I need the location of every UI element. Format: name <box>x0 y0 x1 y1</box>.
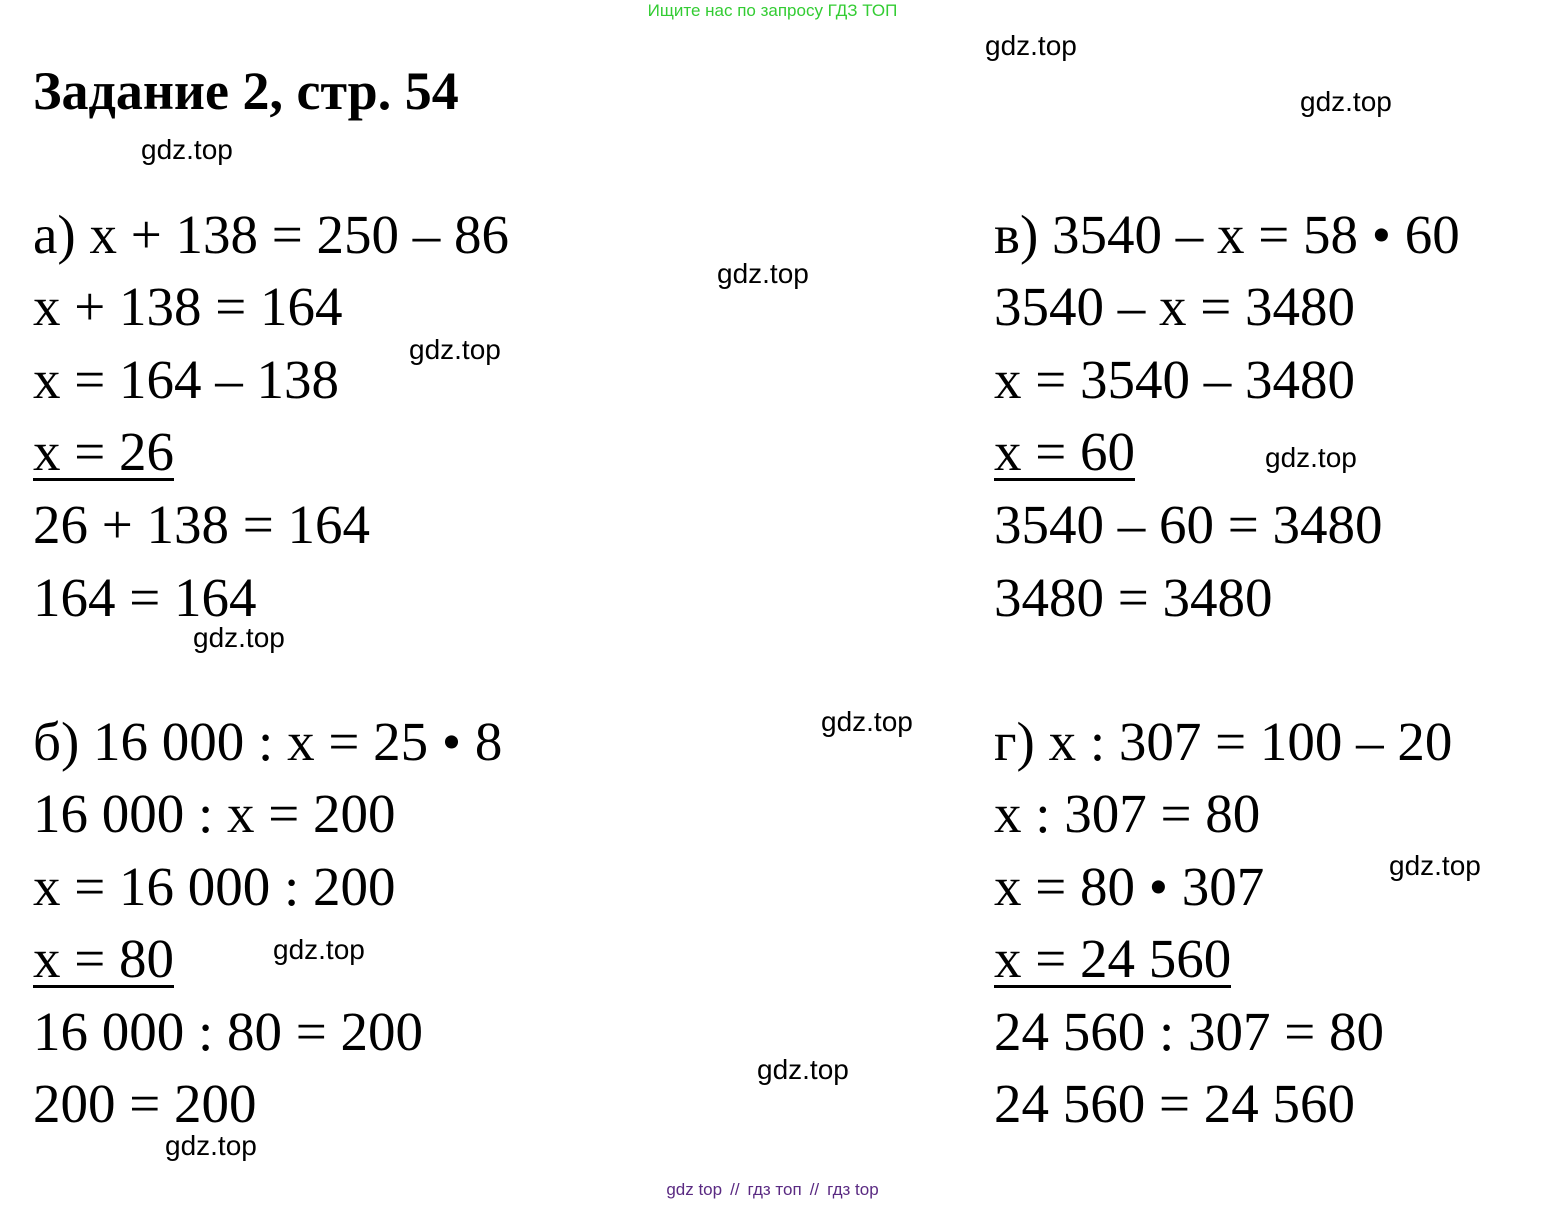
check-line: 200 = 200 <box>33 1073 257 1134</box>
equation-line: x + 138 = 164 <box>33 276 343 337</box>
equation-line: а) x + 138 = 250 – 86 <box>33 204 510 265</box>
check-line: 24 560 : 307 = 80 <box>994 1001 1385 1062</box>
equation-line: x : 307 = 80 <box>994 783 1261 844</box>
equation-line: x = 164 – 138 <box>33 349 340 410</box>
watermark: gdz.top <box>717 258 809 289</box>
equation-line: 3540 – x = 3480 <box>994 276 1356 337</box>
footer-link[interactable]: gdz top <box>666 1180 723 1199</box>
check-line: 3540 – 60 = 3480 <box>994 494 1383 555</box>
equation-line: б) 16 000 : x = 25 • 8 <box>33 711 503 772</box>
watermark: gdz.top <box>273 934 365 965</box>
watermark: gdz.top <box>193 622 285 653</box>
check-line: 164 = 164 <box>33 567 257 628</box>
check-line: 24 560 = 24 560 <box>994 1073 1356 1134</box>
footer <box>0 1179 1545 1201</box>
watermark: gdz.top <box>141 134 233 165</box>
equation-line: x = 16 000 : 200 <box>33 856 396 917</box>
answer-line: x = 60 <box>994 421 1136 482</box>
watermark: gdz.top <box>165 1130 257 1161</box>
footer-separator: // <box>730 1180 740 1199</box>
equation-line: в) 3540 – x = 58 • 60 <box>994 204 1460 265</box>
footer-link[interactable]: гдз топ <box>747 1180 802 1199</box>
equation-line: x = 80 • 307 <box>994 856 1265 917</box>
watermark: gdz.top <box>1300 86 1392 117</box>
watermark: gdz.top <box>409 334 501 365</box>
equation-line: x = 3540 – 3480 <box>994 349 1356 410</box>
check-line: 16 000 : 80 = 200 <box>33 1001 424 1062</box>
watermark: gdz.top <box>1389 850 1481 881</box>
watermark: gdz.top <box>985 30 1077 61</box>
check-line: 26 + 138 = 164 <box>33 494 371 555</box>
watermark: gdz.top <box>821 706 913 737</box>
page-title: Задание 2, стр. 54 <box>33 61 459 121</box>
answer-line: x = 26 <box>33 421 175 482</box>
equation-line: 16 000 : x = 200 <box>33 783 396 844</box>
equation-line: г) x : 307 = 100 – 20 <box>994 711 1453 772</box>
answer-line: x = 24 560 <box>994 928 1232 989</box>
footer-link[interactable]: гдз top <box>827 1180 879 1199</box>
watermark: gdz.top <box>757 1054 849 1085</box>
top-banner: Ищите нас по запросу ГДЗ ТОП <box>647 1 898 20</box>
watermark: gdz.top <box>1265 442 1357 473</box>
check-line: 3480 = 3480 <box>994 567 1273 628</box>
answer-line: x = 80 <box>33 928 175 989</box>
footer-separator: // <box>809 1180 820 1199</box>
